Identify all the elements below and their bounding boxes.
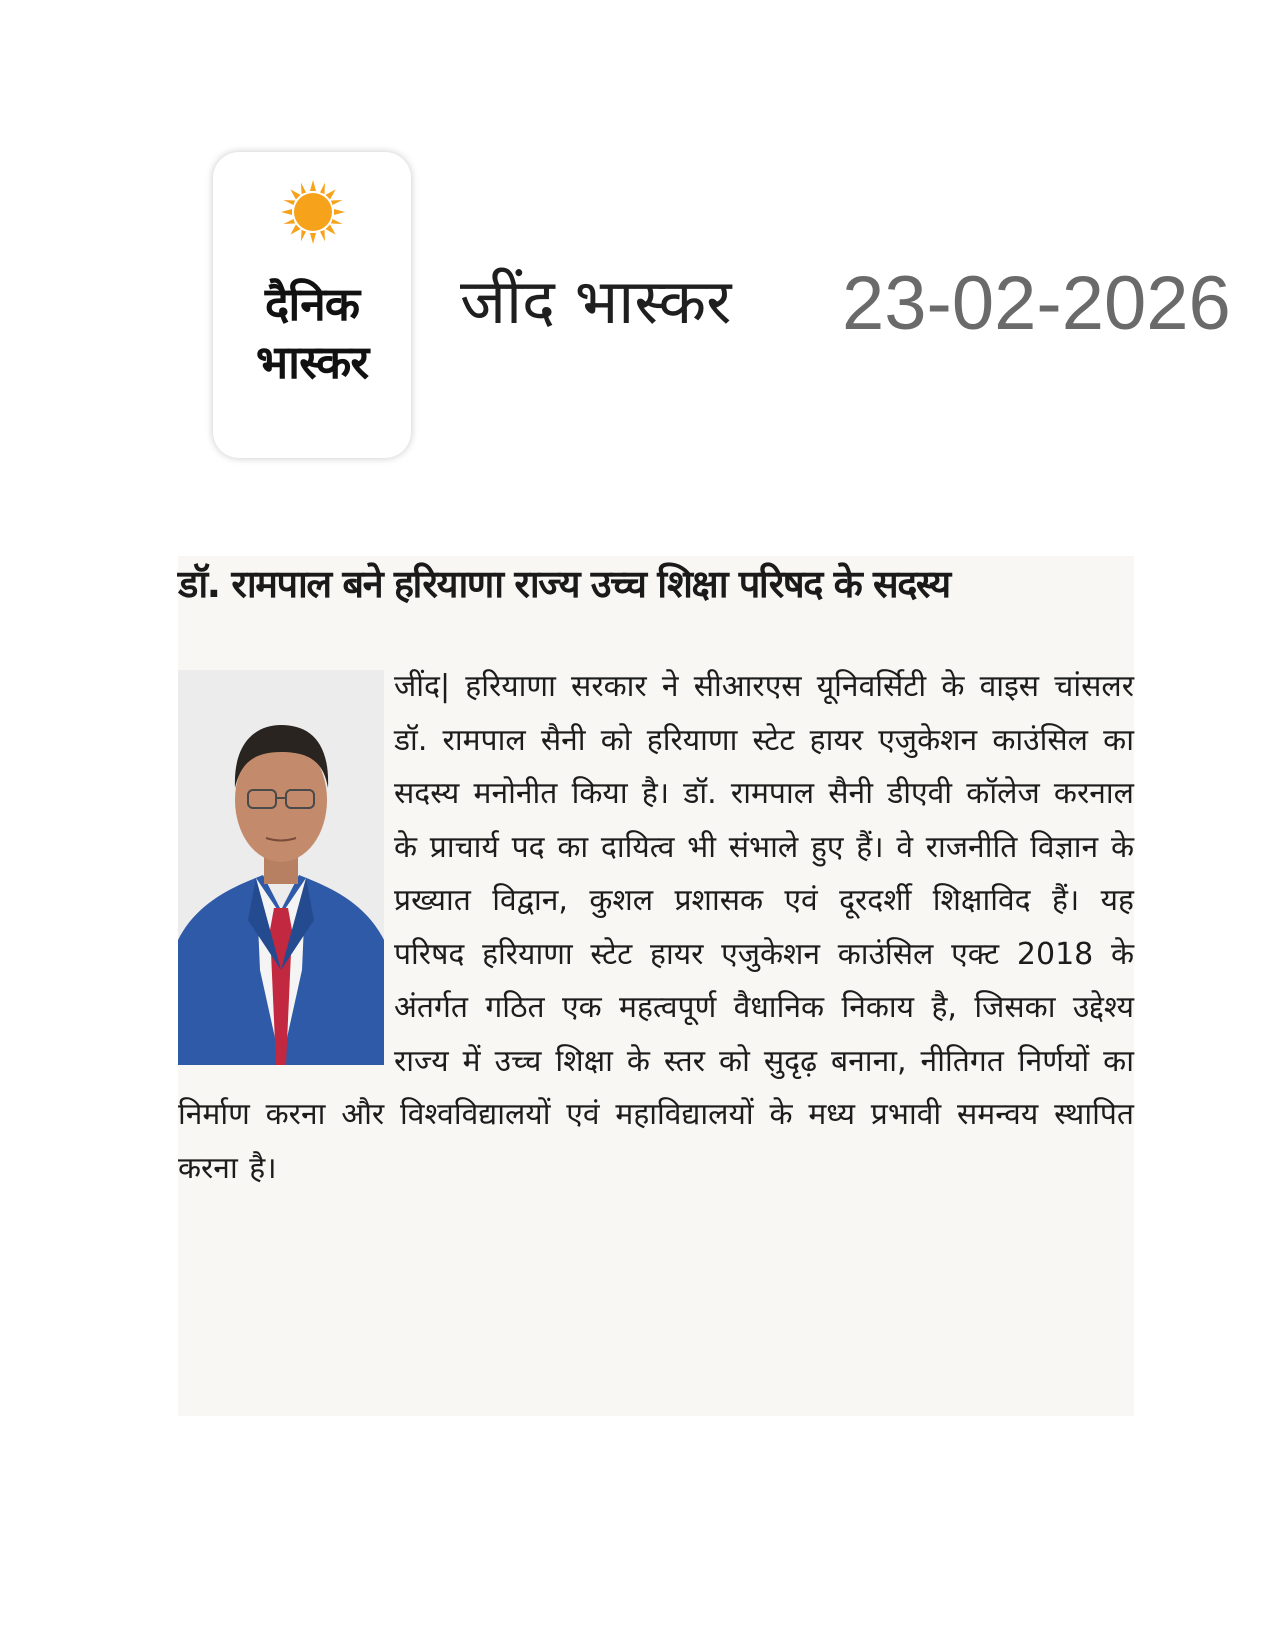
newspaper-logo — [213, 152, 411, 458]
publication-date: 23-02-2026 — [842, 261, 1231, 346]
logo-wordmark-line2: भास्कर — [255, 335, 369, 389]
portrait-photo — [178, 670, 384, 1065]
sun-icon — [281, 180, 345, 244]
edition-title: जींद भास्कर — [460, 265, 732, 338]
article-headline: डॉ. रामपाल बने हरियाणा राज्य उच्च शिक्षा परिषद के सदस्य — [178, 562, 950, 606]
news-clipping — [178, 556, 1134, 1416]
article-body — [178, 660, 1134, 1195]
article-body-text: जींद| हरियाणा सरकार ने सीआरएस यूनिवर्सिटी के वाइस चांसलर डॉ. रामपाल सैनी को हरियाणा स्टेट हायर एजुकेशन काउंसिल का सदस्य मनोनीत किया है। डॉ. रामपाल सैनी डीएवी कॉलेज करनाल के प्राचार्य पद का दायित्व भी संभाले हुए हैं। वे राजनीति विज्ञान के प्रख्यात विद्वान, कुशल प्रशासक एवं दूरदर्शी शिक्षाविद हैं। यह परिषद हरियाणा स्टेट हायर एजुकेशन काउंसिल एक्ट 2018 के अंतर्गत गठित एक महत्वपूर्ण वैधानिक निकाय है, जिसका उद्देश्य राज्य में उच्च शिक्षा के स्तर को सुदृढ़ बनाना, नीतिगत निर्णयों का निर्माण करना और विश्वविद्यालयों एवं महाविद्यालयों के मध्य प्रभावी समन्वय स्थापित करना है। — [178, 669, 1134, 1186]
portrait-illustration — [178, 670, 384, 1065]
logo-wordmark-line1: दैनिक — [264, 277, 360, 331]
